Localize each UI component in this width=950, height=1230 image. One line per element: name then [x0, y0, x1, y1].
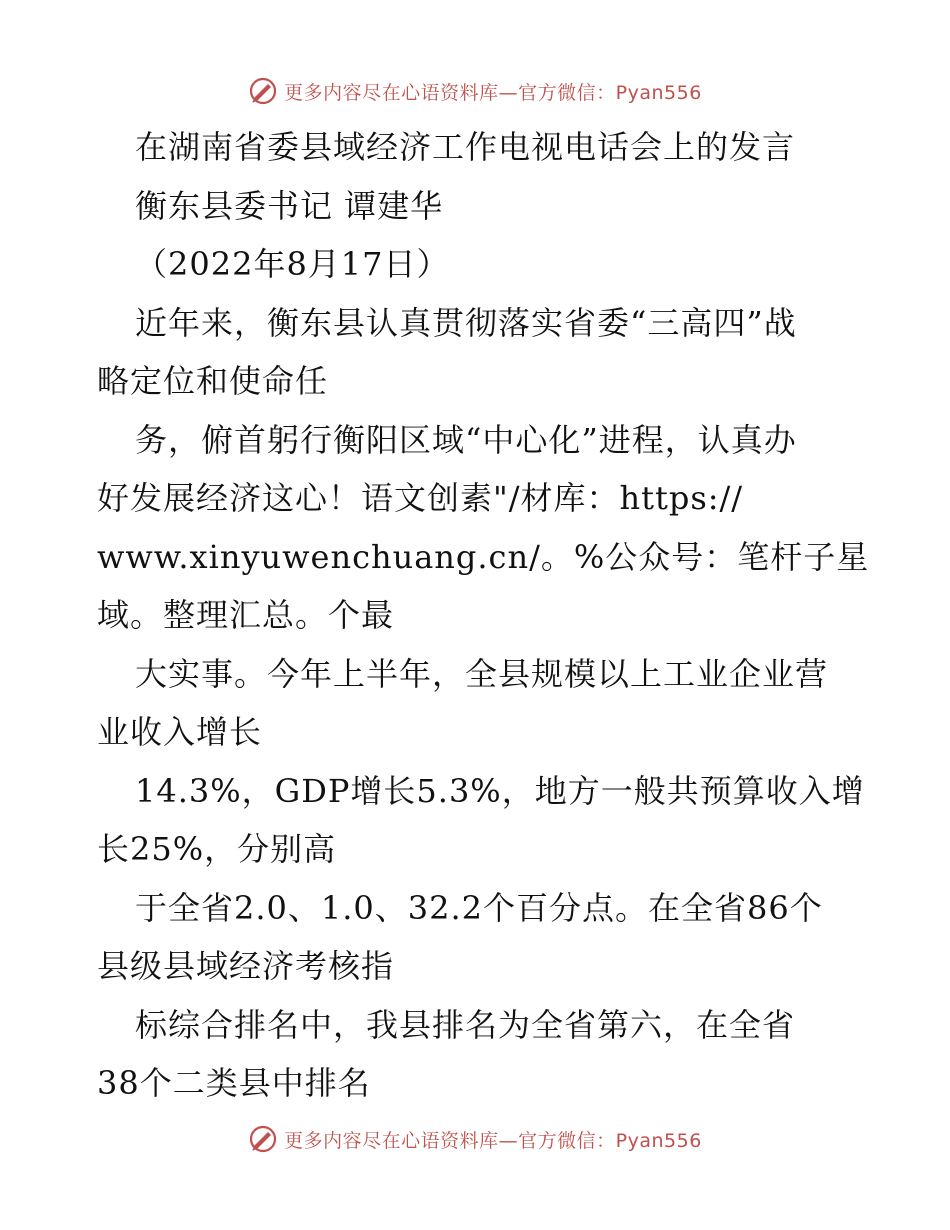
paragraph-line: 大实事。今年上半年，全县规模以上工业企业营 — [135, 654, 829, 693]
document-body — [97, 118, 870, 1113]
paragraph-line: 县级县域经济考核指 — [97, 947, 395, 985]
watermark-footer — [0, 1122, 950, 1156]
paragraph-line: 标综合排名中，我县排名为全省第六，在全省 — [135, 1005, 796, 1044]
date-line: （2022年8月17日） — [135, 245, 450, 283]
paragraph-line: 14.3%，GDP增长5.3%，地方一般共预算收入增 — [135, 771, 865, 810]
paragraph-line: 38个二类县中排名 — [97, 1064, 371, 1102]
paragraph-line: 近年来，衡东县认真贯彻落实省委“三高四”战 — [135, 303, 797, 342]
paragraph-line: 务，俯首躬行衡阳区域“中心化”进程，认真办 — [135, 420, 797, 459]
author-line: 衡东县委书记 谭建华 — [135, 186, 444, 225]
paragraph-line: 好发展经济这心！语文创素"/材库：https:// — [97, 479, 744, 517]
paragraph-line: 域。整理汇总。个最 — [97, 596, 395, 634]
document-title: 在湖南省委县域经济工作电视电话会上的发言 — [135, 128, 796, 166]
watermark-header — [0, 74, 950, 108]
watermark-text: 更多内容尽在心语资料库—官方微信：Pyan556 — [284, 1129, 702, 1152]
pen-circle-logo-icon — [248, 76, 278, 106]
pen-circle-logo-icon — [248, 1124, 278, 1154]
paragraph-line: www.xinyuwenchuang.cn/。%公众号：笔杆子星 — [97, 537, 870, 576]
paragraph-line: 略定位和使命任 — [97, 362, 329, 400]
paragraph-line: 于全省2.0、1.0、32.2个百分点。在全省86个 — [135, 888, 823, 927]
paragraph-line: 业收入增长 — [97, 713, 263, 751]
watermark-text: 更多内容尽在心语资料库—官方微信：Pyan556 — [284, 81, 702, 104]
paragraph-line: 长25%，分别高 — [97, 830, 337, 868]
